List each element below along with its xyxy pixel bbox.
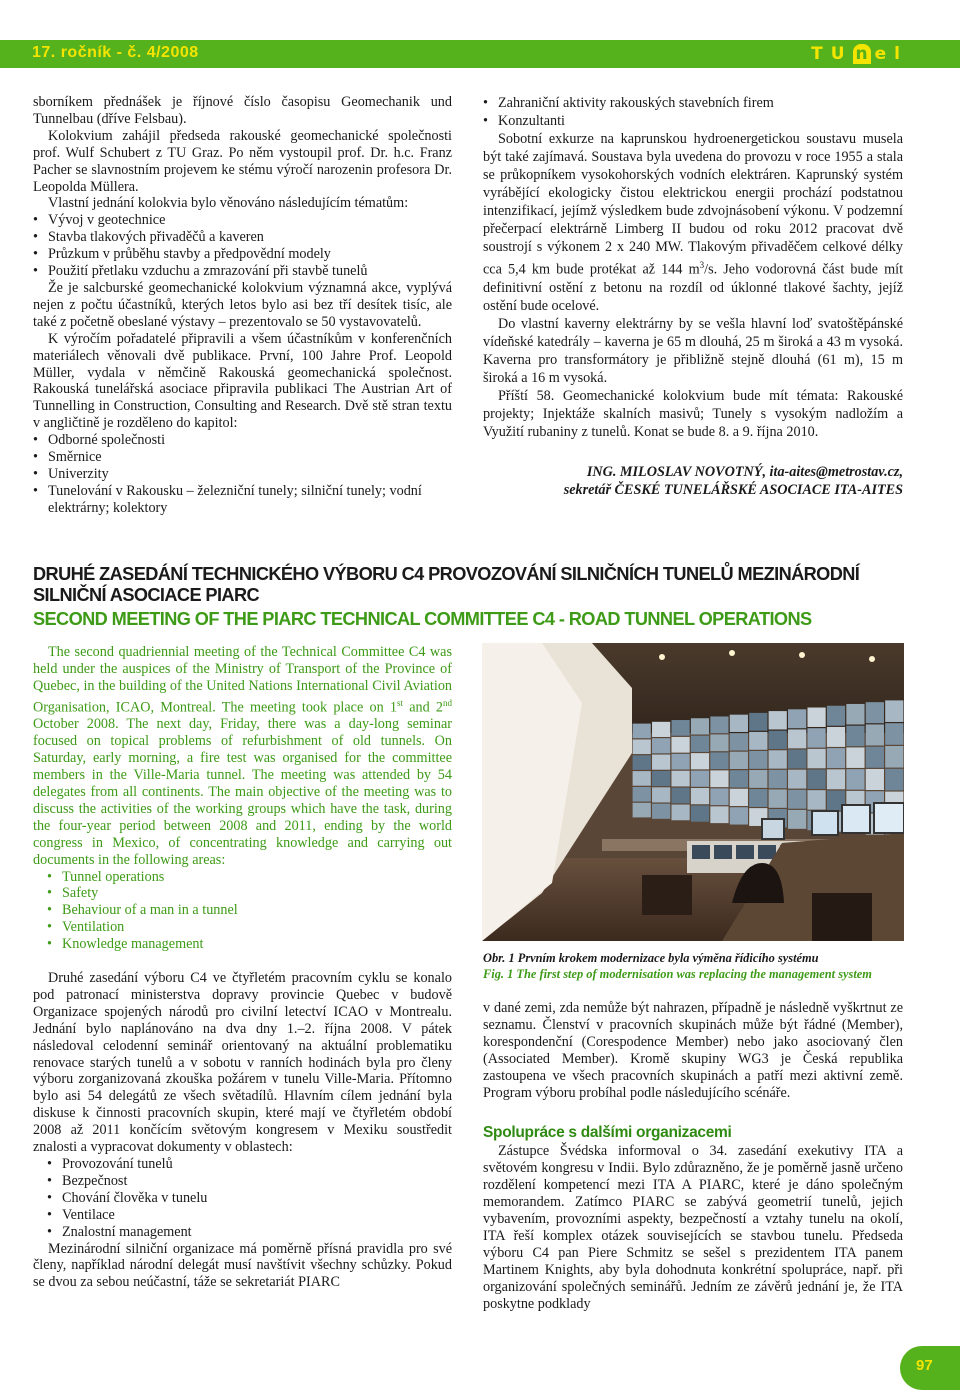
video-screen bbox=[671, 754, 689, 770]
list-item: • Stavba tlakových přivaděčů a kaveren bbox=[33, 229, 452, 246]
section-subheading: Spolupráce s dalšími organizacemi bbox=[483, 1124, 732, 1142]
video-screen bbox=[652, 738, 670, 753]
video-screen bbox=[827, 769, 845, 789]
video-screen bbox=[885, 769, 903, 791]
logo-letter: U bbox=[830, 44, 849, 64]
video-screen bbox=[769, 731, 787, 749]
list-item: • Bezpečnost bbox=[47, 1173, 452, 1190]
paragraph: K výročím pořadatelé připravili a všem účastníkům v konferenčních materiálech věnovali dvě publikace. První, 100 Jahre Prof. Leopold Müller, vydala v němčině Rakouská geomechanická společnost. Rakouská tunelářská asociace připravila publikaci The Austrian Art of Tunnelling in Construction, Consulting and Research. Dvě stě stran textu v angličtině je rozděleno do kapitol: bbox=[33, 330, 452, 432]
video-screen bbox=[691, 771, 709, 787]
paragraph: Kolokvium zahájil předseda rakouské geomechanické společnosti prof. Wulf Schubert z TU Graz. Po něm vystoupil prof. Dr. h.c. Franz Pacher se slavnostním projevem ke stému výročí narozenin profesora Dr. Leopolda Müllera. bbox=[33, 127, 452, 195]
video-screen bbox=[710, 806, 728, 823]
video-screen bbox=[652, 755, 670, 770]
video-screen bbox=[885, 746, 903, 768]
video-screen bbox=[846, 704, 864, 725]
video-screen bbox=[671, 737, 689, 753]
video-screen bbox=[807, 769, 825, 788]
paragraph: Mezinárodní silniční organizace má poměrně přísná pravidla pro své členy, například národní delegát musí navštívit všechny schůzky. Pokud se dvou za sebou neúčastní, táže se sekretariát PIARC bbox=[33, 1240, 452, 1291]
list-item: • Odborné společnosti bbox=[33, 432, 452, 449]
video-screen bbox=[749, 789, 767, 807]
video-screen bbox=[827, 748, 845, 768]
video-screen bbox=[885, 723, 903, 745]
video-screen bbox=[730, 807, 748, 824]
paragraph: Sobotní exkurze na kaprunskou hydroenergetickou soustavu musela být také zajímavá. Soustava byla uvedena do provozu v roce 1955 a stala se průkopníkem vysokohorských vodních elektráren. Kaprunský systém vyrábějící ekologicky čistou elektrickou energii prochází podstatnou intenzifikací, jejímž výsledkem bude zdvojnásobení výkonu. V podzemní přečerpací elektrárně Limberg II budou od roku 2012 pracovat dvě soustrojí s výkonem 2 x 240 MW. Tlakovým přivaděčem celkové délky cca 5,4 km bude protékat až 144 $m^3/s$. Jeho vodorovná část bude mít definitivní ostění z betonu na rozdíl od úklonné tlakové šachty, jejíž ostění bude ocelové. bbox=[483, 131, 904, 314]
list-item: • Knowledge management bbox=[47, 936, 452, 953]
video-screen bbox=[730, 733, 748, 750]
paragraph: Do vlastní kaverny elektrárny by se vešla hlavní loď svatoštěpánské vídeňské katedrály – kaverna je 65 m dlouhá, 25 m široká a 43 m vysoká. Kaverna pro transformátory je přibližně stejně dlouhá (61 m), 15 m široká a 16 m vysoká. bbox=[483, 315, 903, 386]
video-screen bbox=[730, 715, 748, 732]
video-screen bbox=[749, 732, 767, 750]
video-screen bbox=[807, 728, 825, 747]
list-item: • Směrnice bbox=[33, 449, 452, 466]
video-screen bbox=[671, 805, 689, 821]
paragraph: Zástupce Švédska informoval o 34. zasedání exekutivy ITA a světovém kongresu v Indii. Bylo zdůrazněno, že je poměrně jasně určeno rozdělení kompetencí mezi ITA A PIARC, které je dáno společným memorandem. Zatímco PIARC se zabývá geometrií tunelů, jejich vybavením, provozními aspekty, bezpečností a vztahy tunelu na okolí, ITA řeší komplex otázek souvisejících se stavbou tunelu. Předseda výboru C4 pan Piere Schmitz se sešel s prezidentem ITA panem Martinem Knights, aby byla dohodnuta konkrétní spolupráce, např. při organizování společných seminářů. Jedním ze závěrů jednání je, že ITA poskytne podklady bbox=[483, 1143, 903, 1312]
control-room-photo bbox=[482, 643, 904, 941]
video-screen bbox=[710, 788, 728, 805]
topic-list bbox=[33, 212, 452, 280]
video-screen bbox=[846, 769, 864, 790]
caption-english: Fig. 1 The first step of modernisation was replacing the management system bbox=[483, 967, 872, 981]
superscript: 3 bbox=[699, 260, 705, 270]
list-item: • Chování člověka v tunelu bbox=[47, 1190, 452, 1207]
video-screen bbox=[671, 788, 689, 804]
english-summary: The second quadriennial meeting of the Technical Committee C4 was held under the auspices of the Ministry of Transport of the Province of Quebec, in the building of the United Nations International Civil Aviation Organisation, ICAO, Montreal. The meeting took place on 1st and 2nd October 2008. The next day, Friday, there was a day-long seminar focused on topical problems of refurbishment of old tunnels. On Saturday, early morning, a fire test was organised for the committee members in the Ville-Maria tunnel. The meeting was attended by 54 delegates from all continents. The main objective of the meeting was to discuss the activities of the working groups which have the task, during the four-year period between 2008 and 2011, ending by the world congress in Mexico, of concentrating knowledge and carrying out documents in the following areas: bbox=[33, 644, 452, 868]
video-screen bbox=[652, 787, 670, 802]
list-item: • Safety bbox=[47, 885, 452, 902]
video-screen bbox=[633, 755, 651, 770]
list-item: • Konzultanti bbox=[483, 112, 903, 130]
caption-czech: Obr. 1 Prvním krokem modernizace byla výměna řídicího systému bbox=[483, 951, 819, 965]
video-screen bbox=[769, 789, 787, 807]
list-item: • Behaviour of a man in a tunnel bbox=[47, 902, 452, 919]
list-item: • Průzkum v průběhu stavby a předpovědní modely bbox=[33, 246, 452, 263]
video-screen bbox=[633, 724, 651, 739]
video-screen bbox=[710, 734, 728, 751]
article-headline bbox=[33, 564, 923, 630]
video-screen bbox=[866, 769, 884, 790]
video-screen bbox=[769, 770, 787, 788]
video-screen bbox=[691, 805, 709, 821]
video-screen bbox=[807, 790, 825, 809]
list-item: • Univerzity bbox=[33, 466, 452, 483]
lower-right-column bbox=[483, 1000, 903, 1313]
video-screen bbox=[691, 753, 709, 769]
chapter-list-continued bbox=[483, 94, 903, 130]
page-number: 97 bbox=[916, 1357, 933, 1374]
video-screen bbox=[730, 770, 748, 787]
list-item: • Tunelování v Rakousku – železniční tunely; silniční tunely; vodní elektrárny; kolektory bbox=[33, 483, 452, 517]
czech-area-list bbox=[33, 1156, 452, 1241]
lower-left-column bbox=[33, 644, 452, 1291]
list-item: • Použití přetlaku vzduchu a zmrazování při stavbě tunelů bbox=[33, 263, 452, 280]
video-screen bbox=[788, 790, 806, 809]
video-screen bbox=[827, 727, 845, 747]
paragraph: sborníkem přednášek je říjnové číslo časopisu Geomechanik und Tunnelbau (dříve Felsbau). bbox=[33, 94, 452, 127]
video-screen bbox=[846, 726, 864, 747]
headline-english: SECOND MEETING OF THE PIARC TECHNICAL COMMITTEE C4 - ROAD TUNNEL OPERATIONS bbox=[33, 609, 812, 629]
list-item: • Znalostní management bbox=[47, 1224, 452, 1241]
video-screen bbox=[633, 803, 651, 818]
video-screen bbox=[730, 789, 748, 806]
logo-letter: e bbox=[874, 44, 891, 64]
video-screen bbox=[710, 752, 728, 769]
header-bar bbox=[0, 40, 960, 68]
video-screen bbox=[788, 750, 806, 769]
video-screen bbox=[671, 720, 689, 736]
video-screen bbox=[652, 771, 670, 786]
video-screen bbox=[788, 810, 806, 829]
author-signature: ING. MILOSLAV NOVOTNÝ, ita-aites@metrostav.cz, bbox=[586, 463, 903, 480]
video-screen bbox=[691, 788, 709, 804]
logo-letter: l bbox=[894, 44, 904, 64]
video-screen bbox=[652, 804, 670, 819]
video-screen bbox=[788, 709, 806, 728]
english-area-list bbox=[33, 869, 452, 954]
video-screen bbox=[846, 747, 864, 768]
video-screen bbox=[749, 770, 767, 788]
video-screen bbox=[866, 702, 884, 723]
video-screen bbox=[827, 706, 845, 726]
top-left-column bbox=[33, 94, 452, 517]
list-item: • Vývoj v geotechnice bbox=[33, 212, 452, 229]
paragraph: Že je salcburské geomechanické kolokvium významná akce, vyplývá nejen z počtu účastníků, kterých letos bylo asi bez tří desítek tisíc, ale také z početně obeslané výstavy – prezentovalo se 50 vystavovatelů. bbox=[33, 279, 452, 330]
paragraph: Příští 58. Geomechanické kolokvium bude mít témata: Rakouské projekty; Injektáže skalních masivů; Tunely s vysokým nadložím a Využití rubaniny z tunelů. Konat se bude 8. a 9. října 2010. bbox=[483, 387, 903, 440]
list-item: • Tunnel operations bbox=[47, 869, 452, 886]
video-screen bbox=[866, 747, 884, 768]
video-screen bbox=[749, 751, 767, 769]
video-screen bbox=[652, 722, 670, 737]
logo-letter: T bbox=[811, 44, 827, 64]
headline-czech: DRUHÉ ZASEDÁNÍ TECHNICKÉHO VÝBORU C4 PROVOZOVÁNÍ SILNIČNÍCH TUNELŮ MEZINÁRODNÍ SILNIČNÍ ASOCIACE PIARC bbox=[33, 564, 860, 605]
paragraph: Vlastní jednání kolokvia bylo věnováno následujícím tématům: bbox=[48, 195, 409, 212]
video-screen bbox=[749, 713, 767, 731]
video-screen bbox=[866, 724, 884, 745]
paragraph: Druhé zasedání výboru C4 ve čtyřletém pracovním cyklu se konalo pod patronací ministerstva dopravy provincie Quebec v budově Organizace spojených národů pro civilní letectví ICAO v Montrealu. Jednání bylo naplánováno na dva dny 1.–2. října 2008. V pátek následoval celodenní seminář orientovaný na aktuální problematiku renovace starých tunelů a v sobotu v ranních hodinách byla pro členy výboru zorganizovaná zkouška požárem v tunelu Ville-Maria. Přítomno bylo asi 54 delegátů ze všech světadílů. Hlavním cílem jednání byla diskuse k činnosti pracovních skupin, které mají ve čtyřletém období 2008 až 2011 končícím světovým kongresem v Mexiku soustředit znalosti a vypracovat dokumenty v oblastech: bbox=[33, 970, 452, 1156]
video-screen bbox=[885, 700, 903, 722]
video-screen bbox=[788, 770, 806, 789]
author-affiliation: sekretář ČESKÉ TUNELÁŘSKÉ ASOCIACE ITA-AITES bbox=[563, 481, 903, 498]
video-screen bbox=[633, 771, 651, 786]
video-screen bbox=[691, 718, 709, 734]
paragraph: v dané zemi, zda nemůže být nahrazen, případně je následně vyškrtnut ze seznamu. Členství v pracovních skupinách může být řádné (Member), korespondenční (Corespodence Member) nebo jako asociovaný člen (Associated Member). Kromě skupiny WG3 je Česká republika zastoupena ve všech pracovních skupinách a patří mezi aktivní země. Program výboru probíhal podle následujícího scénáře. bbox=[483, 1000, 903, 1101]
video-screen bbox=[730, 752, 748, 769]
logo-letter-tunnel: n bbox=[853, 44, 871, 64]
top-right-column bbox=[483, 94, 903, 499]
list-item: • Ventilation bbox=[47, 919, 452, 936]
video-screen bbox=[710, 770, 728, 787]
chapter-list bbox=[33, 432, 452, 517]
video-screen bbox=[807, 749, 825, 768]
video-screen bbox=[710, 716, 728, 733]
video-screen bbox=[769, 750, 787, 768]
video-screen bbox=[788, 729, 806, 748]
video-screen bbox=[633, 787, 651, 802]
page-number-tab bbox=[900, 1346, 960, 1390]
list-item: • Ventilace bbox=[47, 1207, 452, 1224]
list-item: • Provozování tunelů bbox=[47, 1156, 452, 1173]
issue-label: 17. ročník - č. 4/2008 bbox=[32, 44, 199, 61]
list-item: • Zahraniční aktivity rakouských stavebních firem bbox=[483, 94, 903, 112]
video-screen bbox=[769, 711, 787, 729]
video-screen bbox=[671, 771, 689, 787]
control-room-illustration bbox=[482, 643, 904, 941]
tunel-logo bbox=[811, 44, 904, 64]
video-screen bbox=[807, 708, 825, 727]
photo-caption bbox=[483, 950, 905, 982]
video-screen bbox=[633, 739, 651, 754]
video-screen bbox=[691, 736, 709, 752]
